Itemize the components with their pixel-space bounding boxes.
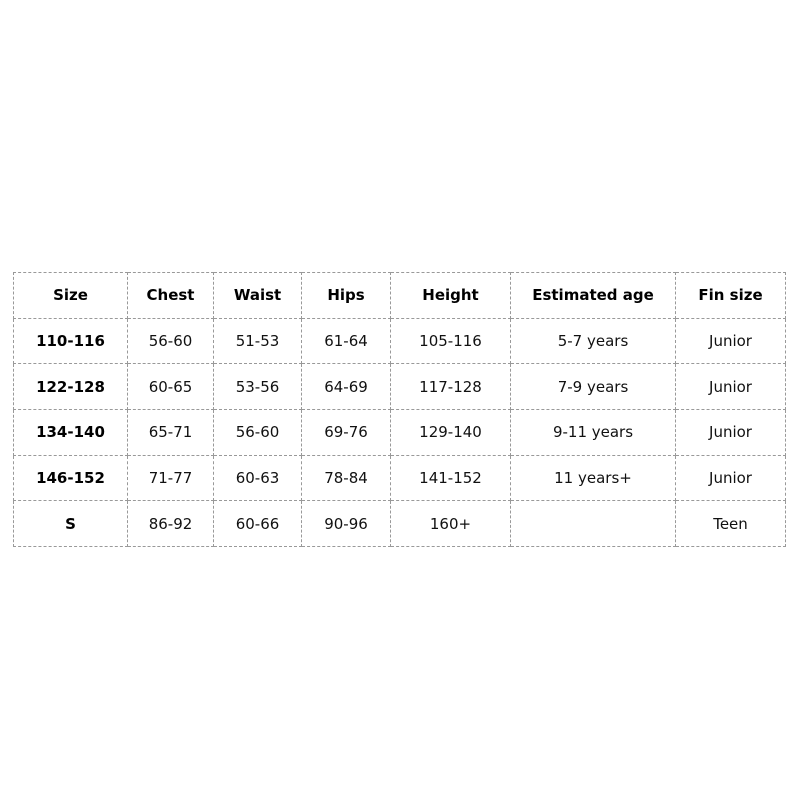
table-row — [14, 318, 786, 364]
cell-hips: 90-96 — [302, 501, 391, 547]
cell-height: 141-152 — [391, 455, 511, 501]
cell-hips: 64-69 — [302, 364, 391, 410]
cell-estimated-age: 9-11 years — [511, 410, 676, 456]
cell-height: 160+ — [391, 501, 511, 547]
cell-estimated-age — [511, 501, 676, 547]
cell-fin-size: Junior — [676, 364, 786, 410]
cell-height: 105-116 — [391, 318, 511, 364]
cell-chest: 86-92 — [128, 501, 214, 547]
cell-estimated-age: 7-9 years — [511, 364, 676, 410]
cell-chest: 65-71 — [128, 410, 214, 456]
cell-estimated-age: 11 years+ — [511, 455, 676, 501]
cell-fin-size: Teen — [676, 501, 786, 547]
cell-waist: 56-60 — [214, 410, 302, 456]
cell-fin-size: Junior — [676, 318, 786, 364]
cell-waist: 53-56 — [214, 364, 302, 410]
table-row — [14, 455, 786, 501]
cell-size: 146-152 — [14, 455, 128, 501]
cell-waist: 51-53 — [214, 318, 302, 364]
cell-height: 129-140 — [391, 410, 511, 456]
column-header-chest: Chest — [128, 273, 214, 319]
cell-waist: 60-63 — [214, 455, 302, 501]
column-header-fin-size: Fin size — [676, 273, 786, 319]
cell-hips: 78-84 — [302, 455, 391, 501]
cell-size: S — [14, 501, 128, 547]
size-chart-table — [13, 272, 786, 547]
cell-chest: 71-77 — [128, 455, 214, 501]
cell-size: 122-128 — [14, 364, 128, 410]
cell-height: 117-128 — [391, 364, 511, 410]
table-row — [14, 501, 786, 547]
column-header-waist: Waist — [214, 273, 302, 319]
table-row — [14, 410, 786, 456]
cell-size: 110-116 — [14, 318, 128, 364]
cell-size: 134-140 — [14, 410, 128, 456]
cell-fin-size: Junior — [676, 455, 786, 501]
cell-hips: 69-76 — [302, 410, 391, 456]
cell-hips: 61-64 — [302, 318, 391, 364]
column-header-estimated-age: Estimated age — [511, 273, 676, 319]
cell-fin-size: Junior — [676, 410, 786, 456]
cell-chest: 56-60 — [128, 318, 214, 364]
header-row — [14, 273, 786, 319]
cell-estimated-age: 5-7 years — [511, 318, 676, 364]
column-header-hips: Hips — [302, 273, 391, 319]
column-header-size: Size — [14, 273, 128, 319]
table-row — [14, 364, 786, 410]
column-header-height: Height — [391, 273, 511, 319]
cell-waist: 60-66 — [214, 501, 302, 547]
cell-chest: 60-65 — [128, 364, 214, 410]
